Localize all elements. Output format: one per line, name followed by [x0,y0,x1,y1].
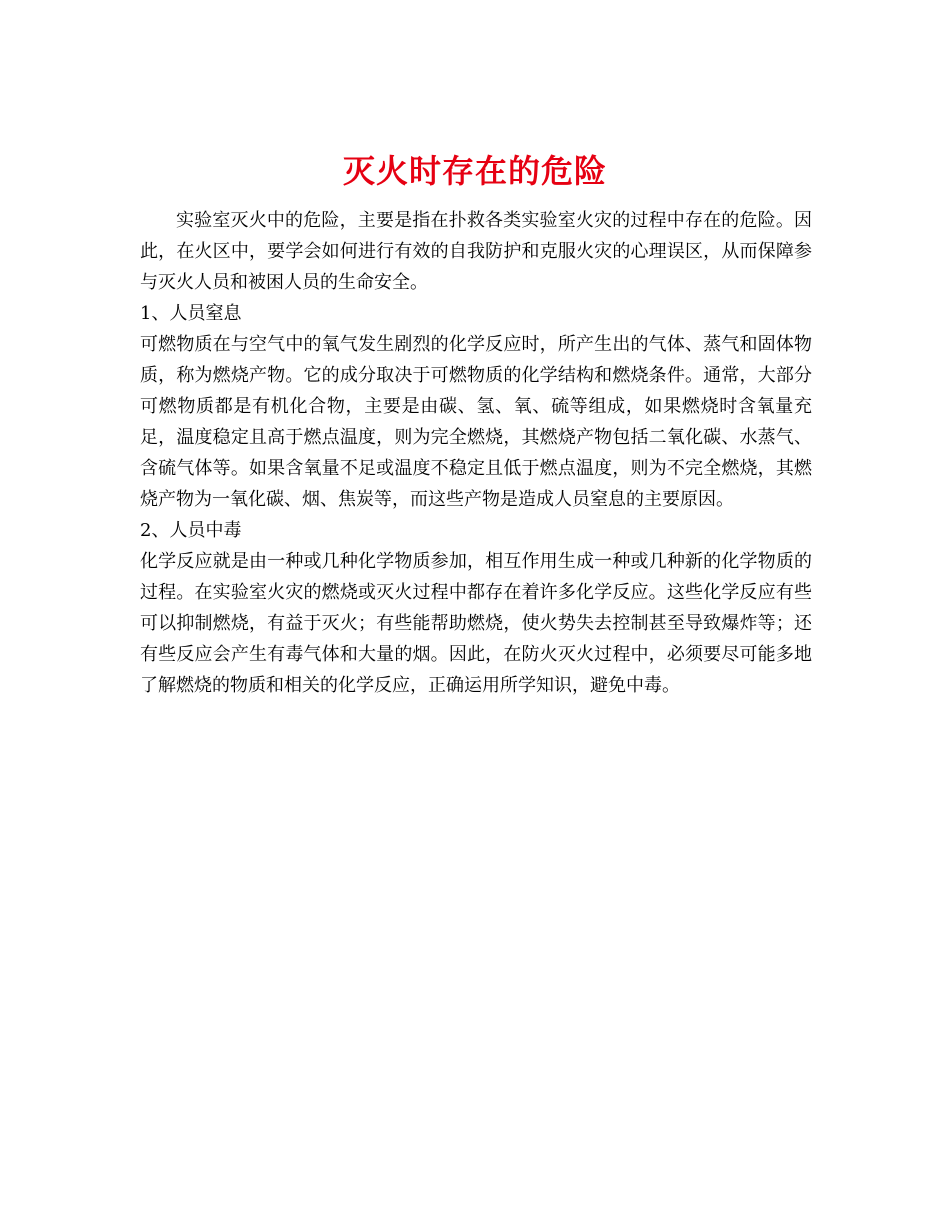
section-heading-poisoning: 2、人员中毒 [140,520,242,541]
section-text-poisoning: 化学反应就是由一种或几种化学物质参加，相互作用生成一种或几种新的化学物质的过程。在实验室火灾的燃烧或灭火过程中都存在着许多化学反应。这些化学反应有些可以抑制燃烧，有益于灭火；有些能帮助燃烧，使火势失去控制甚至导致爆炸等；还有些反应会产生有毒气体和大量的烟。因此，在防火灭火过程中，必须要尽可能多地了解燃烧的物质和相关的化学反应，正确运用所学知识，避免中毒。 [140,551,812,696]
page-title: 灭火时存在的危险 [342,152,607,191]
intro-paragraph: 实验室灭火中的危险，主要是指在扑救各类实验室火灾的过程中存在的危险。因此，在火区中，要学会如何进行有效的自我防护和克服火灾的心理误区，从而保障参与灭火人员和被困人员的生命安全。 [140,210,812,293]
section-heading-suffocation: 1、人员窒息 [140,303,242,324]
document-body [140,205,812,701]
section-text-suffocation: 可燃物质在与空气中的氧气发生剧烈的化学反应时，所产生出的气体、蒸气和固体物质，称为燃烧产物。它的成分取决于可燃物质的化学结构和燃烧条件。通常，大部分可燃物质都是有机化合物，主要是由碳、氢、氧、硫等组成，如果燃烧时含氧量充足，温度稳定且高于燃点温度，则为完全燃烧，其燃烧产物包括二氧化碳、水蒸气、含硫气体等。如果含氧量不足或温度不稳定且低于燃点温度，则为不完全燃烧，其燃烧产物为一氧化碳、烟、焦炭等，而这些产物是造成人员窒息的主要原因。 [140,334,812,510]
